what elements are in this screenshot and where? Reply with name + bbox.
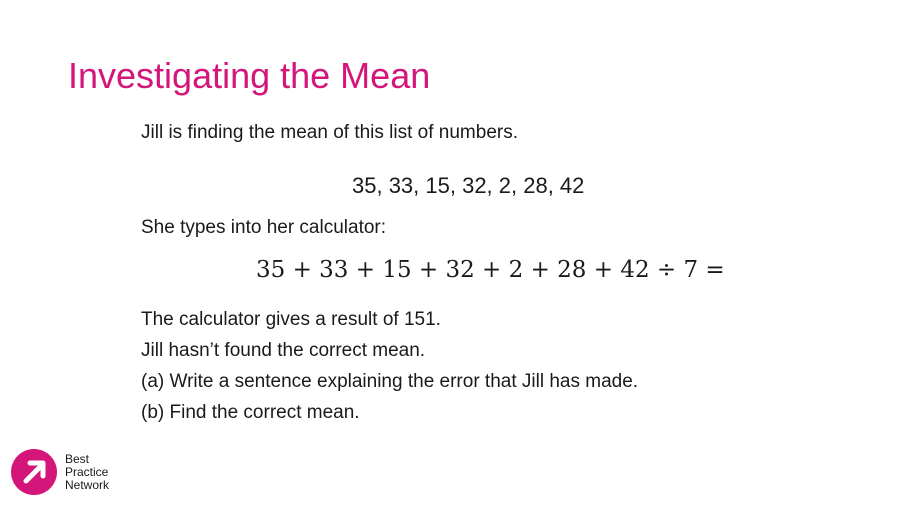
slide-title: Investigating the Mean: [68, 55, 431, 96]
intro-text: Jill is finding the mean of this list of numbers.: [141, 122, 519, 143]
calculator-intro-text: She types into her calculator:: [141, 217, 387, 238]
logo-line-3: Network: [65, 478, 110, 492]
logo-wordmark: [65, 453, 109, 492]
best-practice-network-logo: [10, 448, 140, 498]
question-a: (a) Write a sentence explaining the error that Jill has made.: [141, 371, 639, 392]
logo-line-2: Practice: [65, 465, 109, 479]
question-b: (b) Find the correct mean.: [141, 402, 360, 423]
not-correct-text: Jill hasn’t found the correct mean.: [141, 340, 426, 361]
logo-line-1: Best: [65, 452, 90, 466]
calculator-equation: 35 + 33 + 15 + 32 + 2 + 28 + 42 ÷ 7 =: [256, 257, 725, 283]
arrow-up-right-icon: [10, 448, 58, 496]
number-list: 35, 33, 15, 32, 2, 28, 42: [352, 173, 585, 198]
result-text: The calculator gives a result of 151.: [141, 309, 441, 330]
